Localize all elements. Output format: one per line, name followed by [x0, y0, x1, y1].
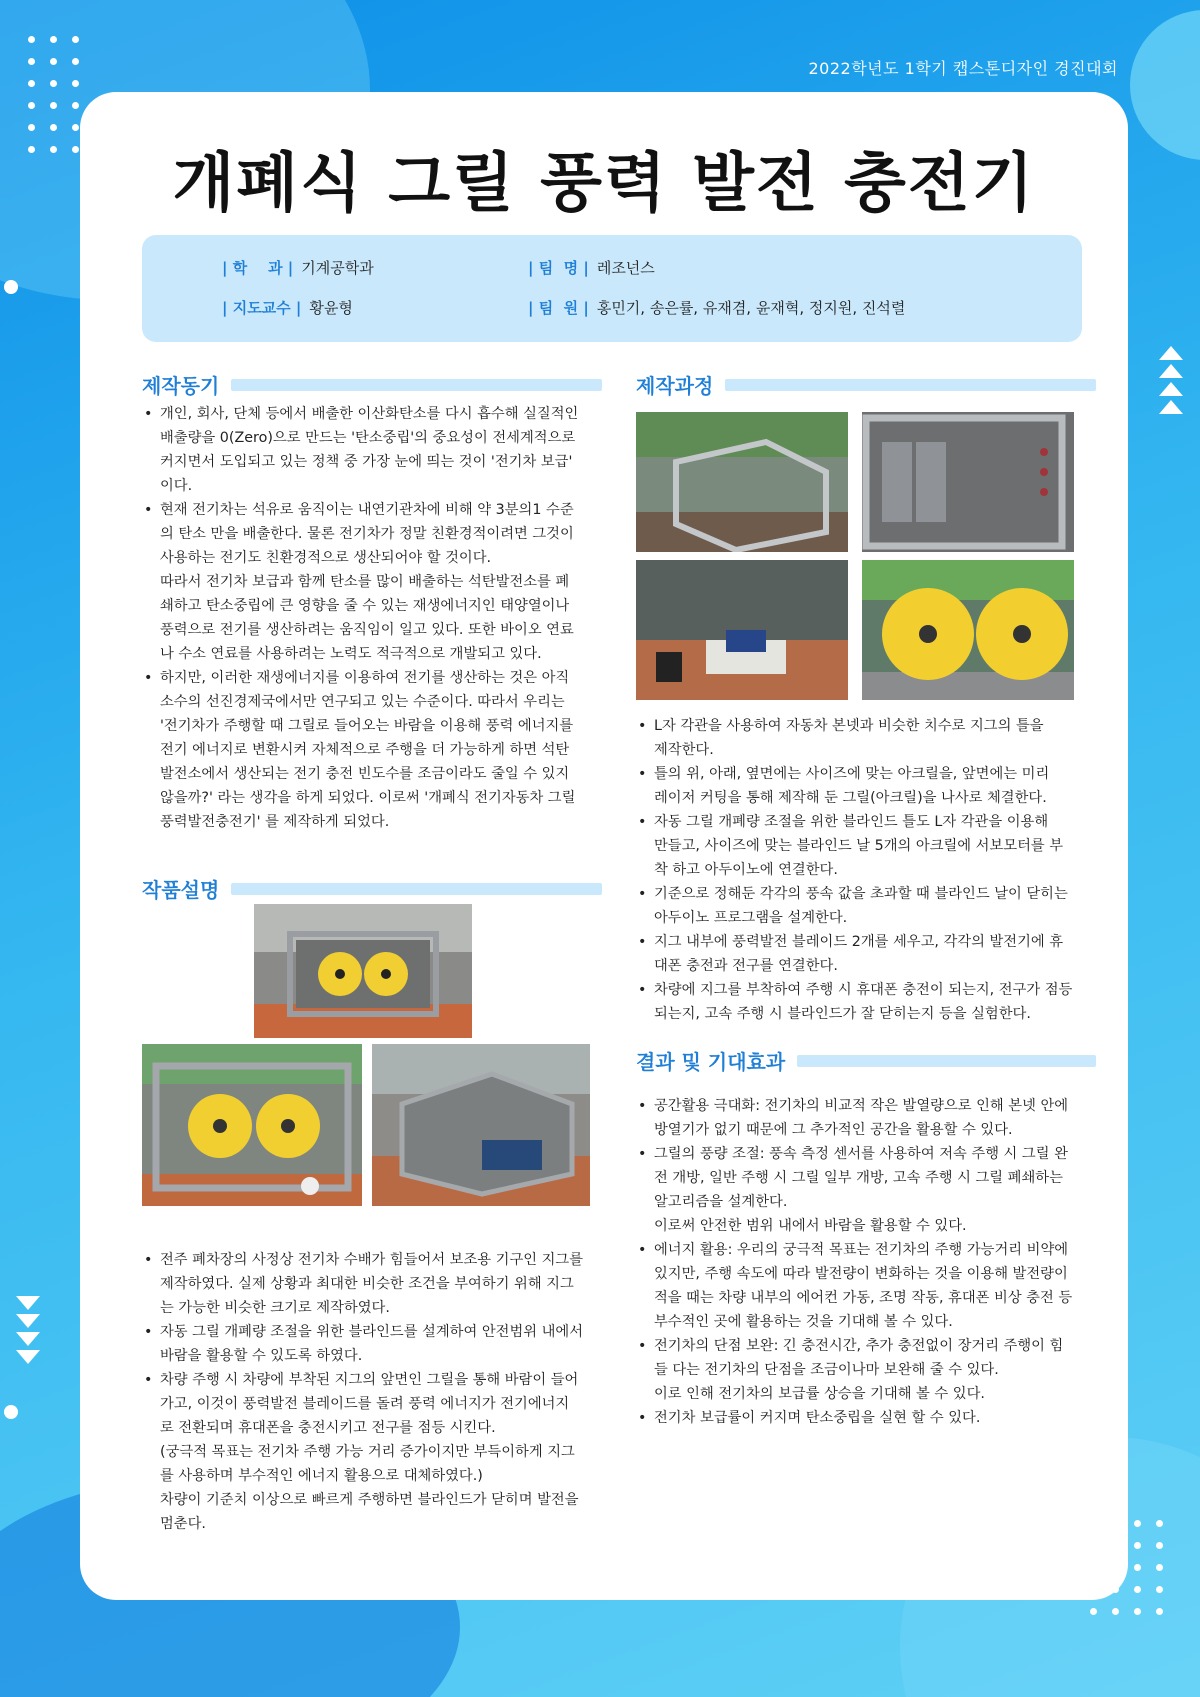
text-line: 아두이노 프로그램을 설계한다. — [654, 910, 848, 926]
text-line: 이로써 안전한 범위 내에서 바람을 활용할 수 있다. — [654, 1218, 967, 1234]
bullet-line: • 기준으로 정해둔 각각의 풍속 값을 초과할 때 블라인드 날이 닫히는 — [636, 882, 1106, 906]
jig-blades-photo — [142, 1044, 362, 1206]
text-line: (궁극적 목표는 전기차 주행 가능 거리 증가이지만 부득이하게 지그 — [160, 1444, 575, 1460]
text-line: 이로 인해 전기차의 보급률 상승을 기대해 볼 수 있다. — [654, 1386, 985, 1402]
text-line: 전 개방, 일반 주행 시 그릴 일부 개방, 고속 주행 시 그릴 폐쇄하는 — [654, 1170, 1063, 1186]
members-value: 홍민기, 송은률, 유재겸, 윤재혁, 정지원, 진석렬 — [596, 299, 906, 317]
team-info-box — [142, 235, 1082, 342]
info-members — [528, 297, 905, 318]
text-line: 는 가능한 비슷한 크기로 제작하였다. — [160, 1300, 390, 1316]
text-line: 되는지, 고속 주행 시 블라인드가 잘 닫히는지 등을 실험한다. — [654, 1006, 1031, 1022]
description-text — [142, 1248, 612, 1536]
text-line: 대폰 충전과 전구를 연결한다. — [654, 958, 838, 974]
text-line: 사용하는 전기도 친환경적으로 생산되어야 할 것이다. — [160, 550, 492, 566]
bullet-line: • 전주 폐차장의 사정상 전기차 수배가 힘들어서 보조용 기구인 지그를 — [142, 1248, 612, 1272]
text-line: 이다. — [160, 478, 193, 494]
text-line: 레이저 커팅을 통해 제작해 둔 그릴(아크릴)을 나사로 체결한다. — [654, 790, 1047, 806]
contest-title: 2022학년도 1학기 캡스톤디자인 경진대회 — [808, 59, 1118, 78]
text-line: 들 다는 전기차의 단점을 조금이나마 보완해 줄 수 있다. — [654, 1362, 999, 1378]
text-line: 의 탄소 만을 배출한다. 물론 전기차가 정말 친환경적이려면 그것이 — [160, 526, 574, 542]
members-label: | 팀 원 | — [528, 299, 589, 317]
text-line: 전기 에너지로 변환시켜 자체적으로 주행을 더 가능하게 하면 석탄 — [160, 742, 570, 758]
poster-card — [80, 92, 1128, 1600]
bullet-line: • 자동 그릴 개폐량 조절을 위한 블라인드 틀도 L자 각관을 이용해 — [636, 810, 1106, 834]
process-blind-photo — [862, 412, 1074, 552]
text-line: 나 수소 연료를 사용하려는 노력도 적극적으로 개발되고 있다. — [160, 646, 542, 662]
text-line: 차량이 기준치 이상으로 빠르게 주행하면 블라인드가 닫히며 발전을 — [160, 1492, 579, 1508]
bg-small-dot-left — [4, 280, 18, 294]
department-label: | 학 과 | — [222, 259, 294, 277]
text-line: 만들고, 사이즈에 맞는 블라인드 날 5개의 아크릴에 서보모터를 부 — [654, 838, 1064, 854]
professor-value: 황윤형 — [309, 299, 353, 317]
text-line: 적을 때는 차량 내부의 에어컨 가동, 조명 작동, 휴대폰 비상 충전 등 — [654, 1290, 1073, 1306]
text-line: 배출량을 0(Zero)으로 만드는 '탄소중립'의 중요성이 전세계적으로 — [160, 430, 576, 446]
process-blades-photo — [862, 560, 1074, 700]
poster-title: 개폐식 그릴 풍력 발전 충전기 — [172, 147, 1036, 221]
bullet-line: • 자동 그릴 개폐량 조절을 위한 블라인드를 설계하여 안전범위 내에서 — [142, 1320, 612, 1344]
bullet-line: • 틀의 위, 아래, 옆면에는 사이즈에 맞는 아크릴을, 앞면에는 미리 — [636, 762, 1106, 786]
text-line: 제작한다. — [654, 742, 714, 758]
bg-small-dot-bottom — [4, 1405, 18, 1419]
info-department — [222, 257, 374, 278]
bullet-line: • 전기차 보급률이 커지며 탄소중립을 실현 할 수 있다. — [636, 1406, 1106, 1430]
text-line: 있지만, 주행 속도에 따라 발전량이 변화하는 것을 이용해 발전량이 — [654, 1266, 1068, 1282]
text-line: 바람을 활용할 수 있도록 하였다. — [160, 1348, 363, 1364]
text-line: 알고리즘을 설계한다. — [654, 1194, 788, 1210]
bullet-line: • 전기차의 단점 보완: 긴 충전시간, 추가 충전없이 장거리 주행이 힘 — [636, 1334, 1106, 1358]
text-line: 를 사용하며 부수적인 에너지 활용으로 대체하였다.) — [160, 1468, 483, 1484]
bullet-line: • 현재 전기차는 석유로 움직이는 내연기관차에 비해 약 3분의1 수준 — [142, 498, 612, 522]
bullet-line: • 지그 내부에 풍력발전 블레이드 2개를 세우고, 각각의 발전기에 휴 — [636, 930, 1106, 954]
process-arduino-photo — [636, 560, 848, 700]
bullet-line: • 개인, 회사, 단체 등에서 배출한 이산화탄소를 다시 흡수해 실질적인 — [142, 402, 612, 426]
section-process-header — [636, 370, 1096, 399]
bullet-line: • 공간활용 극대화: 전기차의 비교적 작은 발열량으로 인해 본넷 안에 — [636, 1094, 1106, 1118]
section-process-title: 제작과정 — [636, 374, 714, 398]
jig-side-photo — [372, 1044, 590, 1206]
text-line: 쇄하고 탄소중립에 큰 영향을 줄 수 있는 재생에너지인 태양열이나 — [160, 598, 570, 614]
bullet-line: • 차량에 지그를 부착하여 주행 시 휴대폰 충전이 되는지, 전구가 점등 — [636, 978, 1106, 1002]
section-results-header — [636, 1046, 1096, 1075]
dot-grid-top-left — [28, 36, 79, 153]
bullet-line: • 차량 주행 시 차량에 부착된 지그의 앞면인 그릴을 통해 바람이 들어 — [142, 1368, 612, 1392]
team-name-value: 레조넌스 — [596, 259, 655, 277]
info-team-name — [528, 257, 655, 278]
department-value: 기계공학과 — [301, 259, 374, 277]
text-line: 로 전환되며 휴대폰을 충전시키고 전구를 점등 시킨다. — [160, 1420, 496, 1436]
text-line: 멈춘다. — [160, 1516, 206, 1532]
text-line: 제작하였다. 실제 상황과 최대한 비슷한 조건을 부여하기 위해 지그 — [160, 1276, 574, 1292]
text-line: 풍력으로 전기를 생산하려는 움직임이 일고 있다. 또한 바이오 연료 — [160, 622, 574, 638]
bullet-line: • 하지만, 이러한 재생에너지를 이용하여 전기를 생산하는 것은 아직 — [142, 666, 612, 690]
results-text — [636, 1094, 1106, 1430]
section-description-header — [142, 874, 602, 903]
process-text — [636, 714, 1106, 1026]
text-line: 방열기가 없기 때문에 그 추가적인 공간을 활용할 수 있다. — [654, 1122, 1013, 1138]
text-line: 따라서 전기차 보급과 함께 탄소를 많이 배출하는 석탄발전소를 폐 — [160, 574, 570, 590]
bullet-line: • 에너지 활용: 우리의 궁극적 목표는 전기차의 주행 가능거리 비약에 — [636, 1238, 1106, 1262]
text-line: '전기차가 주행할 때 그릴로 들어오는 바람을 이용해 풍력 에너지를 — [160, 718, 574, 734]
text-line: 가고, 이것이 풍력발전 블레이드를 돌려 풍력 에너지가 전기에너지 — [160, 1396, 570, 1412]
section-motivation-title: 제작동기 — [142, 374, 220, 398]
text-line: 착 하고 아두이노에 연결한다. — [654, 862, 838, 878]
professor-label: | 지도교수 | — [222, 299, 302, 317]
text-line: 커지면서 도입되고 있는 정책 중 가장 눈에 띄는 것이 '전기차 보급' — [160, 454, 573, 470]
bg-circle-top-right — [1130, 10, 1200, 160]
text-line: 발전소에서 생산되는 전기 충전 빈도수를 조금이라도 줄일 수 있지 — [160, 766, 570, 782]
bullet-line: • L자 각관을 사용하여 자동차 본넷과 비슷한 치수로 지그의 틀을 — [636, 714, 1106, 738]
jig-front-photo — [254, 904, 472, 1038]
text-line: 부수적인 곳에 활용하는 것을 기대해 볼 수 있다. — [654, 1314, 953, 1330]
bullet-line: • 그릴의 풍량 조절: 풍속 측정 센서를 사용하여 저속 주행 시 그릴 완 — [636, 1142, 1106, 1166]
motivation-text — [142, 402, 612, 834]
section-description-title: 작품설명 — [142, 878, 220, 902]
process-frame-photo — [636, 412, 848, 552]
section-motivation-header — [142, 370, 602, 399]
team-name-label: | 팀 명 | — [528, 259, 589, 277]
text-line: 소수의 선진경제국에서만 연구되고 있는 수준이다. 따라서 우리는 — [160, 694, 565, 710]
text-line: 풍력발전충전기' 를 제작하게 되었다. — [160, 814, 390, 830]
section-results-title: 결과 및 기대효과 — [636, 1050, 786, 1074]
text-line: 않을까?' 라는 생각을 하게 되었다. 이로써 '개폐식 전기자동차 그릴 — [160, 790, 576, 806]
info-professor — [222, 297, 353, 318]
